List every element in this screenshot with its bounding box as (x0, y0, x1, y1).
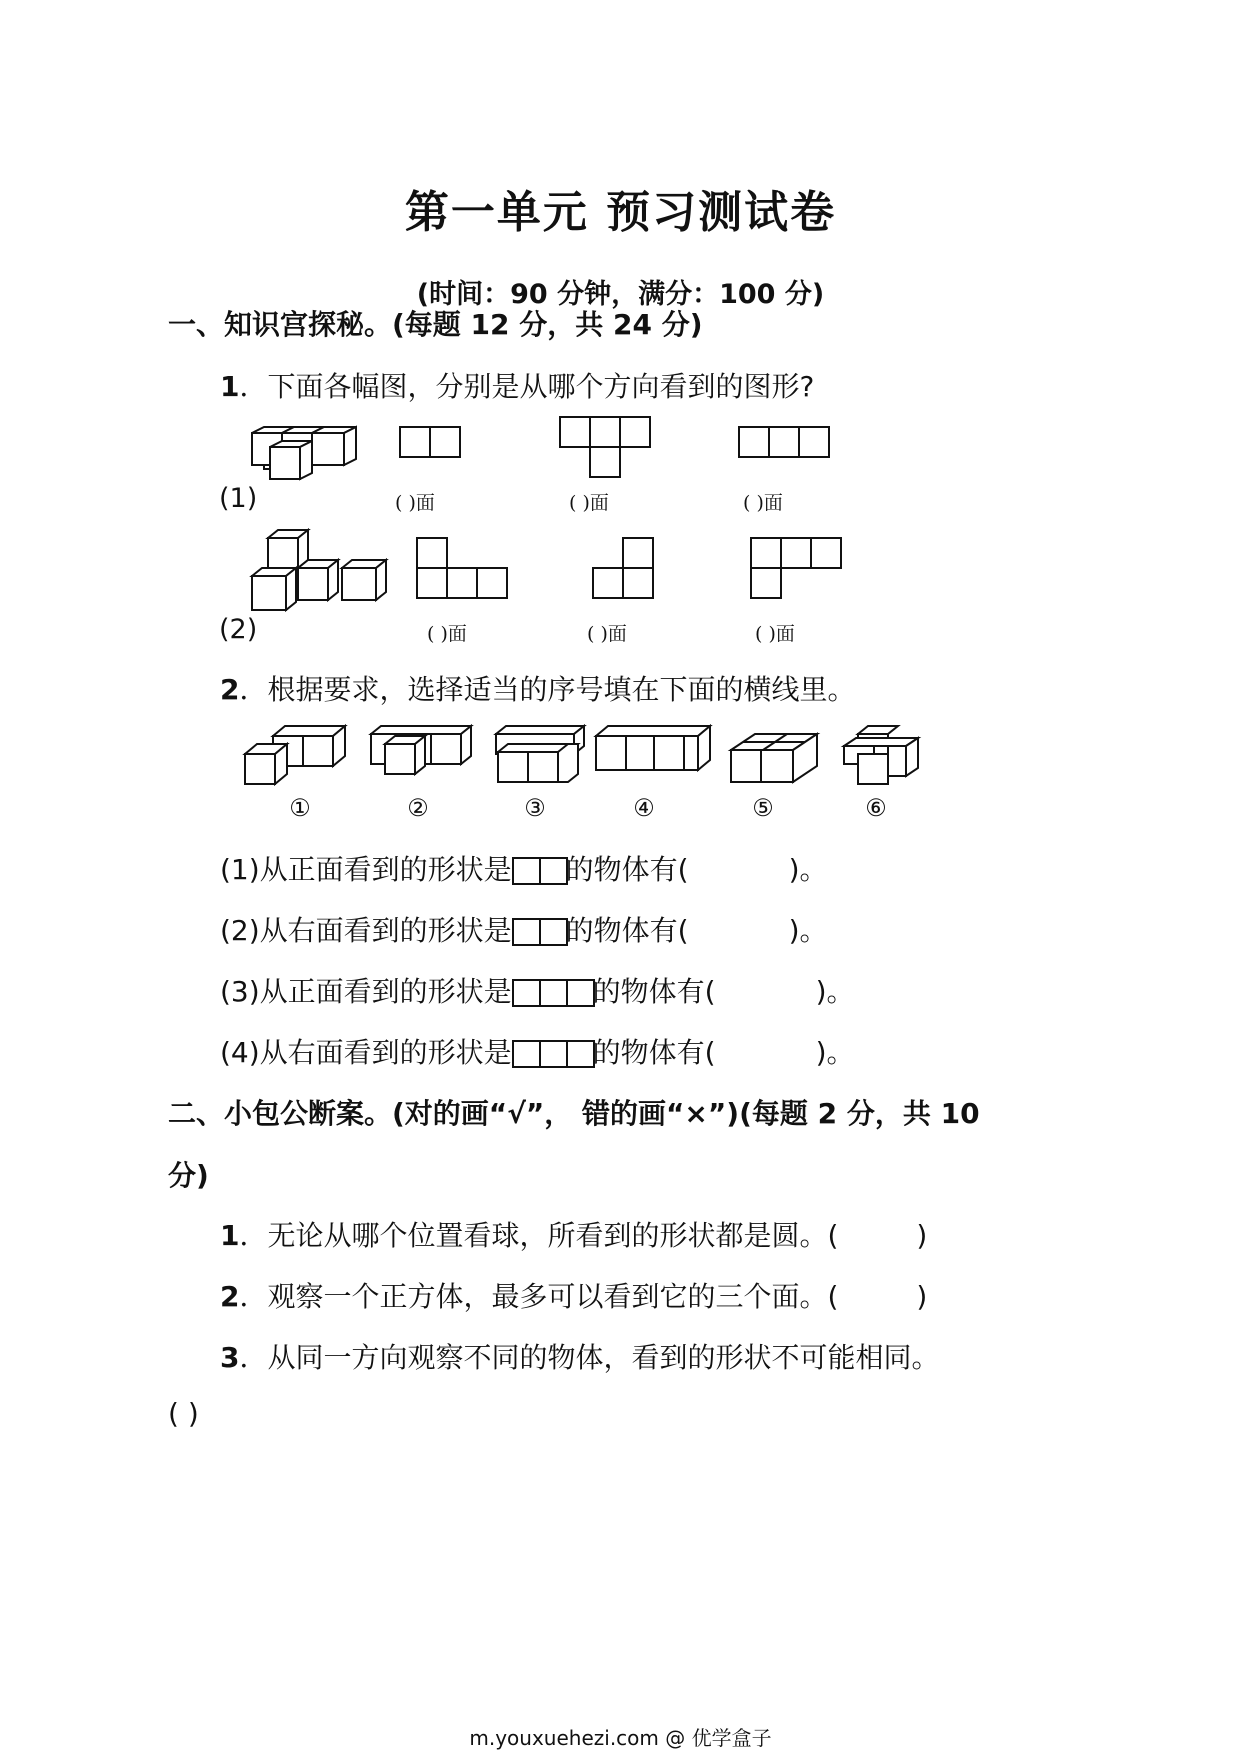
answer-blank[interactable]: ( )面 (427, 623, 467, 645)
shape-2-squares (512, 857, 566, 885)
row-label-1: (1) (219, 483, 258, 514)
question-number: 1 (220, 370, 240, 403)
shape-3-squares (512, 1040, 593, 1068)
question-text: ．根据要求，选择适当的序号填在下面的横线里。 (239, 673, 856, 706)
figure-number: ④ (633, 794, 655, 822)
judge-question-3: 3．从同一方向观察不同的物体，看到的形状不可能相同。 (220, 1341, 940, 1374)
view-shape-2c (750, 537, 842, 599)
figure-number: ⑥ (865, 794, 887, 822)
view-shape-1a (399, 426, 461, 458)
shape-3-squares (512, 979, 593, 1007)
cube-figure-6 (842, 724, 920, 786)
section-1-heading: 一、知识宫探秘。(每题 12 分，共 24 分) (168, 308, 703, 341)
figure-number: ⑤ (752, 794, 774, 822)
row-label-2: (2) (219, 614, 258, 645)
page-title: 第一单元 预习测试卷 (404, 187, 837, 238)
view-shape-1b (559, 416, 651, 478)
cube-figure-1 (243, 724, 347, 786)
shape-2-squares (512, 918, 566, 946)
exam-info: (时间：90 分钟，满分：100 分) (416, 279, 825, 310)
figure-number: ③ (524, 794, 546, 822)
question-number: 2 (220, 673, 240, 706)
sub-question-3: (3)从正面看到的形状是 的物体有( )。 (220, 975, 855, 1008)
cube-figure-4 (594, 724, 714, 776)
sub-question-2: (2)从右面看到的形状是 的物体有( )。 (220, 914, 828, 947)
view-shape-2b (592, 537, 654, 599)
answer-blank[interactable]: ( )面 (743, 492, 783, 514)
answer-blank[interactable]: ( )面 (755, 623, 795, 645)
section-2-heading-cont: 分) (168, 1159, 209, 1192)
figure-number: ② (407, 794, 429, 822)
cube-figure-row1 (250, 425, 370, 495)
answer-blank[interactable]: ( )面 (587, 623, 627, 645)
answer-blank[interactable]: ( )面 (569, 492, 609, 514)
question-1-2 (220, 668, 856, 708)
cube-figure-row2 (250, 528, 390, 612)
sub-question-4: (4)从右面看到的形状是 的物体有( )。 (220, 1036, 855, 1069)
figure-number: ① (289, 794, 311, 822)
answer-blank[interactable]: ( ) (168, 1397, 199, 1430)
question-text: ．下面各幅图，分别是从哪个方向看到的图形? (239, 370, 815, 403)
judge-question-2: 2．观察一个正方体，最多可以看到它的三个面。( ) (220, 1280, 928, 1313)
cube-figure-5 (729, 732, 821, 784)
judge-question-1: 1．无论从哪个位置看球，所看到的形状都是圆。( ) (220, 1219, 928, 1252)
view-shape-1c (738, 426, 830, 458)
footer-watermark: m.youxuehezi.com @ 优学盒子 (469, 1726, 772, 1750)
sub-question-1: (1)从正面看到的形状是 的物体有( )。 (220, 853, 828, 886)
section-2-heading: 二、小包公断案。(对的画“√”， 错的画“×”)(每题 2 分，共 10 (168, 1097, 980, 1130)
cube-figure-2 (369, 724, 473, 776)
answer-blank[interactable]: ( )面 (395, 492, 435, 514)
question-1-1 (220, 365, 814, 405)
cube-figure-3 (494, 724, 586, 786)
view-shape-2a (416, 537, 508, 599)
